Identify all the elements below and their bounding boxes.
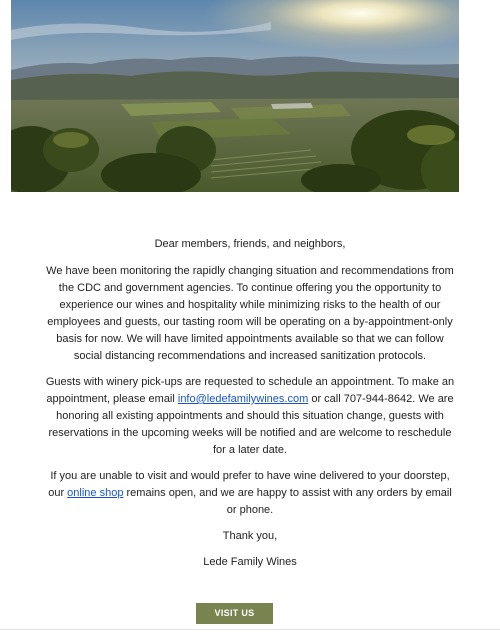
footer-divider xyxy=(0,629,500,630)
paragraph-delivery xyxy=(42,468,458,519)
greeting: Dear members, friends, and neighbors, xyxy=(154,238,346,250)
signature: Lede Family Wines xyxy=(203,556,297,568)
hero-image xyxy=(11,0,459,192)
email-link[interactable]: info@ledefamilywines.com xyxy=(177,393,309,405)
letter-body xyxy=(42,236,458,580)
paragraph-delivery-text-2: remains open, and we are happy to assist with any orders by email or phone. xyxy=(123,487,452,516)
paragraph-pickups xyxy=(42,374,458,459)
paragraph-appointments: We have been monitoring the rapidly changing situation and recommendations from the CDC and government agencies. To continue offering you the opportunity to experience our wines and hospitality while minimizing risks to the health of our employees and guests, our tasting room will be operating on a by-appointment-only basis for now. We will have limited appointments available so that we can follow social distancing recommendations and increased sanitization protocols. xyxy=(46,265,454,362)
paragraph-pickups-text-1: Guests with winery pick-ups are requested to schedule an appointment. To make an appointment, please email xyxy=(45,376,455,405)
visit-us-button[interactable]: VISIT US xyxy=(196,603,273,624)
paragraph-pickups-text-2: or call 707-944-8642. We are honoring all existing appointments and should this situation change, guests with reservations in the upcoming weeks will be notified and are welcome to reschedule for a later date. xyxy=(48,393,454,456)
sign-off: Thank you, xyxy=(222,530,278,542)
vineyard-landscape-photo xyxy=(11,0,459,192)
online-shop-link[interactable]: online shop xyxy=(67,487,124,499)
paragraph-delivery-text-1: If you are unable to visit and would prefer to have wine delivered to your doorstep, our xyxy=(48,470,450,499)
